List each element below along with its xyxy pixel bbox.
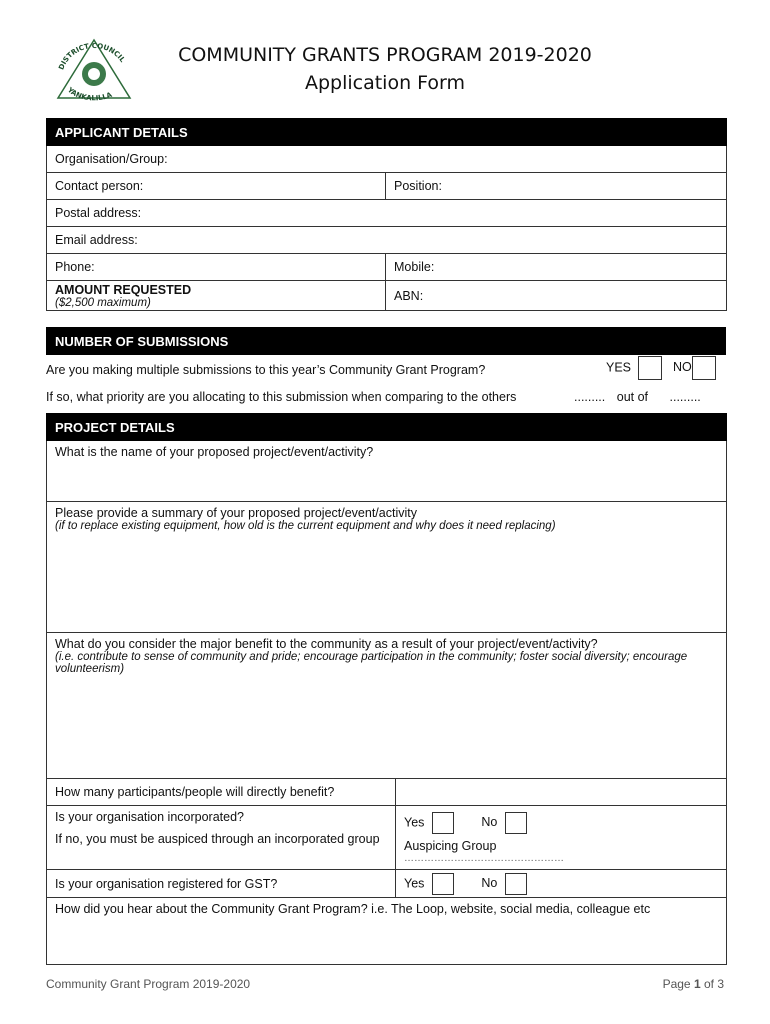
footer-left: Community Grant Program 2019-2020 — [46, 977, 251, 991]
amount-requested-field[interactable] — [47, 281, 386, 311]
page-subtitle: Application Form — [304, 72, 466, 94]
postal-address-field[interactable]: Postal address: — [47, 200, 727, 227]
how-did-you-hear-field[interactable]: How did you hear about the Community Grant Program? i.e. The Loop, website, social media, colleague etc — [47, 898, 727, 965]
submissions-no-checkbox[interactable] — [692, 356, 716, 380]
submissions-yes-checkbox[interactable] — [638, 356, 662, 380]
logo-bottom-text: YANKALILLA — [65, 86, 114, 103]
gst-question: Is your organisation registered for GST? — [47, 870, 396, 898]
logo-top-text: DISTRICT COUNCIL — [57, 41, 127, 72]
submissions-yes-label: YES — [606, 360, 632, 375]
phone-field[interactable]: Phone: — [47, 254, 386, 281]
page-title: COMMUNITY GRANTS PROGRAM 2019-2020 — [178, 44, 592, 66]
page-number — [663, 977, 724, 991]
auspicing-group-line[interactable]: ………………………………………… — [404, 853, 564, 864]
incorporated-question: Is your organisation incorporated? — [55, 810, 245, 824]
project-summary-question: Please provide a summary of your proposed project/event/activity — [55, 506, 417, 520]
auspicing-group-label: Auspicing Group — [404, 839, 497, 853]
submissions-heading-table — [46, 327, 726, 355]
gst-yes-checkbox[interactable] — [432, 873, 454, 895]
out-of-label: out of — [616, 390, 649, 404]
total-blank[interactable]: ......... — [669, 390, 701, 404]
email-address-field[interactable]: Email address: — [47, 227, 727, 254]
incorporated-no-label: No — [481, 815, 498, 830]
incorporated-yes-label: Yes — [404, 815, 425, 830]
abn-field[interactable]: ABN: — [386, 281, 727, 311]
page-current: 1 — [693, 977, 701, 991]
participants-answer[interactable] — [396, 779, 727, 806]
amount-max-note: ($2,500 maximum) — [55, 296, 151, 309]
incorporated-no-checkbox[interactable] — [505, 812, 527, 834]
applicant-details-table — [46, 118, 727, 311]
amount-requested-label: AMOUNT REQUESTED — [55, 282, 192, 297]
participants-question: How many participants/people will directly benefit? — [47, 779, 396, 806]
gst-yes-label: Yes — [404, 875, 425, 890]
project-details-table — [46, 413, 727, 965]
incorporated-yes-checkbox[interactable] — [432, 812, 454, 834]
page-total: of 3 — [703, 977, 724, 991]
priority-blank[interactable]: ......... — [574, 390, 606, 404]
community-benefit-question: What do you consider the major benefit to the community as a result of your project/event/activity? — [55, 637, 598, 651]
page-label: Page — [662, 977, 691, 991]
multiple-submissions-question: Are you making multiple submissions to this year’s Community Grant Program? — [46, 363, 486, 377]
contact-person-field[interactable]: Contact person: — [47, 173, 386, 200]
project-summary-note: (if to replace existing equipment, how old is the current equipment and why does it need replacing) — [55, 520, 556, 532]
project-details-heading: PROJECT DETAILS — [47, 414, 727, 441]
gst-no-label: No — [481, 875, 498, 890]
gst-no-checkbox[interactable] — [505, 873, 527, 895]
auspice-note: If no, you must be auspiced through an incorporated group — [55, 832, 380, 846]
submissions-no-label: NO — [672, 360, 692, 375]
organisation-field[interactable]: Organisation/Group: — [47, 146, 727, 173]
position-field[interactable]: Position: — [386, 173, 727, 200]
community-benefit-field[interactable] — [47, 633, 727, 779]
mobile-field[interactable]: Mobile: — [386, 254, 727, 281]
community-benefit-note: (i.e. contribute to sense of community and pride; encourage participation in the community; foster social diversity; encourage volunteerism) — [55, 651, 688, 675]
applicant-details-heading: APPLICANT DETAILS — [47, 119, 727, 146]
priority-question: If so, what priority are you allocating to this submission when comparing to the others — [46, 390, 517, 404]
submissions-heading: NUMBER OF SUBMISSIONS — [47, 328, 726, 355]
project-summary-field[interactable] — [47, 502, 727, 633]
project-name-field[interactable]: What is the name of your proposed project/event/activity? — [47, 441, 727, 502]
